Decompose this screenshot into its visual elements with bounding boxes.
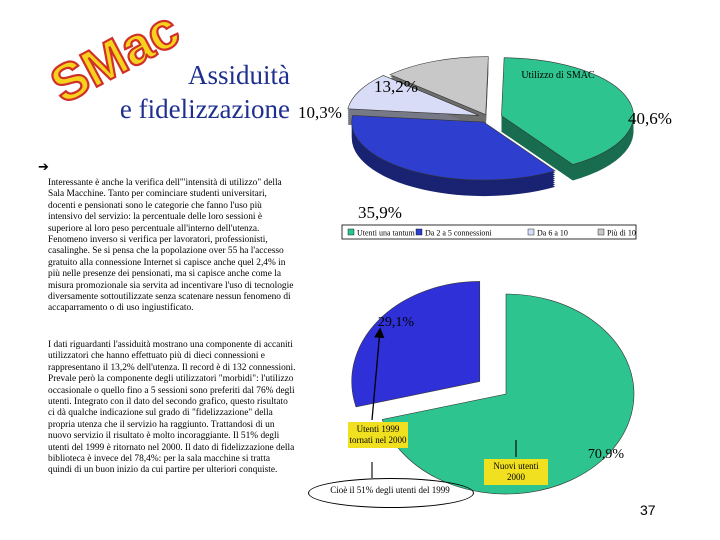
legend-swatch-utenti-una-tantum xyxy=(348,229,354,235)
legend-label-da-2-a-5-connessioni: Da 2 a 5 connessioni xyxy=(425,228,492,238)
pie-chart-usage xyxy=(298,57,672,222)
legend-swatch-pi-di-10 xyxy=(598,229,604,235)
pie-slice-utenti-1999-tornati-nel-2000 xyxy=(352,281,480,406)
callout-new-users: Nuovi utenti 2000 xyxy=(484,459,548,485)
chart-title-usage: Utilizzo di SMAC xyxy=(521,70,595,81)
paragraph-frequency: Interessante è anche la verifica dell'"intensità di utilizzo" della Sala Macchine. Tanto per cominciare studenti universitari, docenti e pensionati sono le categorie che fanno l'uso più intensivo del servizio: la percentuale delle loro sessioni è superiore al loro peso percentuale all'interno dell'utenza. Fenomeno inverso si verifica per lavoratori, professionisti, casalinghe. Se si pensa che la popolazione over 55 ha l'accesso gratuito alla connessione Internet si capisce anche quel 2,4% in più nelle presenze dei pensionati, ma si capisce anche come la misura promozionale sia servita ad incentivare l'uso di tecnologie diversamente sottoutilizzate senza scatenare nessun fenomeno di accaparramento o di uso ingiustificato. xyxy=(48,178,294,314)
paragraph-assiduity: I dati riguardanti l'assiduità mostrano una componente di accaniti utilizzatori che hanno effettuato più di dieci connessioni e rappresentano il 13,2% dell'utenza. Il record è di 132 connessioni. Prevale però la componente degli utilizzatori "morbidi": l'utilizzo occasionale o quello fino a 5 sessioni sono preferiti dal 76% degli utenti. Integrato con il dato del secondo grafico, questo risultato ci dà qualche indicazione sul grado di "fidelizzazione" della propria utenza che il servizio ha raggiunto. Trattandosi di un nuovo servizio il risultato è molto incoraggiante. Il 51% degli utenti del 1999 è ritornato nel 2000. Il dato di fidelizzazione della biblioteca è invece del 78,4%: per la sala macchine si tratta quindi di un buon inizio da cui partire per ulteriori conquiste. xyxy=(48,340,296,476)
logo-text: SMac xyxy=(41,0,189,116)
data-label-da-6-a-10: 10,3% xyxy=(298,103,342,122)
callout-returning-users: Utenti 1999 tornati nel 2000 xyxy=(348,422,408,448)
chart-legend-usage xyxy=(342,225,636,239)
title-line-2: e fidelizzazione xyxy=(119,94,290,124)
page-number: 37 xyxy=(640,502,656,518)
data-label-pi-di-10: 13,2% xyxy=(374,77,418,96)
title-line-1: Assiduità xyxy=(187,60,290,90)
data-label-da-2-a-5-connessioni: 35,9% xyxy=(358,203,402,222)
data-label-utenti-1999-tornati-nel-2000: 29,1% xyxy=(377,315,415,330)
summary-text: Cioè il 51% degli utenti del 1999 xyxy=(330,485,450,495)
legend-swatch-da-6-a-10 xyxy=(528,229,534,235)
arrow-bullet-icon: ➔ xyxy=(38,160,49,175)
data-label-nuovi-utenti-2000: 70,9% xyxy=(587,447,625,462)
legend-label-utenti-una-tantum: Utenti una tantum xyxy=(357,228,415,238)
legend-label-da-6-a-10: Da 6 a 10 xyxy=(537,228,568,238)
legend-swatch-da-2-a-5-connessioni xyxy=(416,229,422,235)
data-label-utenti-una-tantum: 40,6% xyxy=(628,109,672,128)
legend-label-pi-di-10: Più di 10 xyxy=(607,228,636,238)
